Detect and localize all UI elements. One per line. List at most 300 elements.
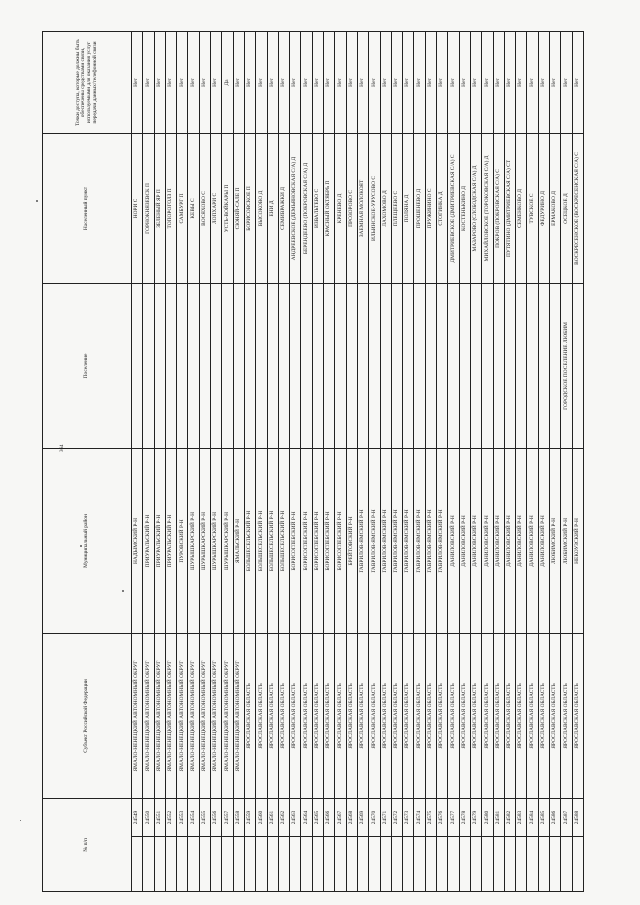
table-row [165, 31, 176, 891]
cell-place: БЕРЕНДЕЕВО (ПОКРОВСКАЯ С/А) Д [301, 133, 312, 283]
cell-id: 24570 [369, 798, 380, 836]
cell-flag: Нет [244, 31, 255, 133]
cell-id: 24564 [301, 798, 312, 836]
cell-id: 24561 [267, 798, 278, 836]
table-row [425, 31, 436, 891]
table-row [199, 31, 210, 891]
cell-id: 24558 [233, 798, 244, 836]
cell-blank [177, 837, 188, 892]
table-row [357, 31, 368, 891]
cell-subject: ЯРОСЛАВСКАЯ ОБЛАСТЬ [357, 633, 368, 798]
cell-settlement [369, 283, 380, 448]
cell-id: 24575 [425, 798, 436, 836]
cell-flag: Нет [256, 31, 267, 133]
cell-settlement [448, 283, 459, 448]
cell-district: ШУРЫШКАРСКИЙ Р-Н [222, 448, 233, 633]
cell-subject: ЯМАЛО-НЕНЕЦКИЙ АВТОНОМНЫЙ ОКРУГ [143, 633, 154, 798]
cell-subject: ЯРОСЛАВСКАЯ ОБЛАСТЬ [414, 633, 425, 798]
cell-flag: Нет [437, 31, 448, 133]
cell-flag: Нет [369, 31, 380, 133]
cell-flag: Нет [301, 31, 312, 133]
cell-settlement [346, 283, 357, 448]
cell-blank [256, 837, 267, 892]
cell-district: БРЕЙТОВСКИЙ Р-Н [346, 448, 357, 633]
table-row [154, 31, 165, 891]
table-row [516, 31, 527, 891]
cell-place: УСТЬ-ВОЙКАРЫ П [222, 133, 233, 283]
cell-id: 24587 [561, 798, 572, 836]
cell-settlement [493, 283, 504, 448]
cell-flag: Нет [132, 31, 143, 133]
table-row [504, 31, 515, 891]
cell-subject: ЯРОСЛАВСКАЯ ОБЛАСТЬ [437, 633, 448, 798]
cell-place: КРЕНЕВО Д [335, 133, 346, 283]
cell-blank [222, 837, 233, 892]
cell-subject: ЯРОСЛАВСКАЯ ОБЛАСТЬ [549, 633, 560, 798]
table-row [143, 31, 154, 891]
table-row [278, 31, 289, 891]
cell-flag: Нет [516, 31, 527, 133]
cell-id: 24573 [403, 798, 414, 836]
cell-id: 24563 [290, 798, 301, 836]
cell-blank [470, 837, 481, 892]
cell-settlement [391, 283, 402, 448]
cell-settlement [222, 283, 233, 448]
cell-flag: Нет [312, 31, 323, 133]
cell-blank [549, 837, 560, 892]
table-row [538, 31, 549, 891]
cell-blank [357, 837, 368, 892]
cell-blank [301, 837, 312, 892]
cell-blank [527, 837, 538, 892]
table-row [572, 31, 583, 891]
cell-subject: ЯРОСЛАВСКАЯ ОБЛАСТЬ [572, 633, 583, 798]
data-table [42, 31, 584, 892]
cell-blank [493, 837, 504, 892]
cell-id: 24560 [256, 798, 267, 836]
cell-subject: ЯМАЛО-НЕНЕЦКИЙ АВТОНОМНЫЙ ОКРУГ [199, 633, 210, 798]
cell-district: ШУРЫШКАРСКИЙ Р-Н [199, 448, 210, 633]
cell-blank [278, 837, 289, 892]
cell-subject: ЯРОСЛАВСКАЯ ОБЛАСТЬ [403, 633, 414, 798]
cell-blank [211, 837, 222, 892]
cell-id: 24553 [177, 798, 188, 836]
cell-district: БОРИСОГЛЕБСКИЙ Р-Н [301, 448, 312, 633]
header-place: Населенный пункт [43, 133, 132, 283]
cell-place: ПРОШЕНЕВО Д [414, 133, 425, 283]
table-header [43, 31, 132, 891]
cell-blank [516, 837, 527, 892]
cell-place: ВОСЯХОВО С [199, 133, 210, 283]
cell-district: ГАВРИЛОВ-ЯМСКИЙ Р-Н [369, 448, 380, 633]
cell-blank [188, 837, 199, 892]
cell-settlement [143, 283, 154, 448]
cell-subject: ЯРОСЛАВСКАЯ ОБЛАСТЬ [346, 633, 357, 798]
cell-blank [132, 837, 143, 892]
table-row [380, 31, 391, 891]
cell-id: 24555 [199, 798, 210, 836]
cell-district: ДАНИЛОВСКИЙ Р-Н [470, 448, 481, 633]
header-flag: Точки доступа, которые должны быть обеспечены средствами связи, используемыми для оказания услуг передачи данных/телефонной связи [43, 31, 132, 133]
cell-place: ПОЛЯНА Д [403, 133, 414, 283]
cell-place: АНДРЕЕВСКОЕ (ДЕМЬЯНОВСКАЯ С/А) Д [290, 133, 301, 283]
cell-settlement [290, 283, 301, 448]
cell-district: ГАВРИЛОВ-ЯМСКИЙ Р-Н [380, 448, 391, 633]
cell-blank [335, 837, 346, 892]
cell-flag: Нет [391, 31, 402, 133]
cell-district: ДАНИЛОВСКИЙ Р-Н [516, 448, 527, 633]
cell-subject: ЯРОСЛАВСКАЯ ОБЛАСТЬ [290, 633, 301, 798]
cell-settlement [188, 283, 199, 448]
cell-subject: ЯМАЛО-НЕНЕЦКИЙ АВТОНОМНЫЙ ОКРУГ [188, 633, 199, 798]
cell-district: БОРИСОГЛЕБСКИЙ Р-Н [312, 448, 323, 633]
cell-district: ГАВРИЛОВ-ЯМСКИЙ Р-Н [403, 448, 414, 633]
table-row [346, 31, 357, 891]
cell-settlement [256, 283, 267, 448]
cell-place: ЛОПХАРИ С [211, 133, 222, 283]
header-subject: Субъект Российской Федерации [43, 633, 132, 798]
cell-flag: Нет [165, 31, 176, 133]
cell-subject: ЯРОСЛАВСКАЯ ОБЛАСТЬ [312, 633, 323, 798]
cell-district: ДАНИЛОВСКИЙ Р-Н [527, 448, 538, 633]
cell-id: 24581 [493, 798, 504, 836]
table-row [493, 31, 504, 891]
cell-district: БОЛЬШЕСЕЛЬСКИЙ Р-Н [267, 448, 278, 633]
cell-subject: ЯРОСЛАВСКАЯ ОБЛАСТЬ [504, 633, 515, 798]
cell-flag: Нет [267, 31, 278, 133]
cell-subject: ЯРОСЛАВСКАЯ ОБЛАСТЬ [301, 633, 312, 798]
cell-subject: ЯРОСЛАВСКАЯ ОБЛАСТЬ [369, 633, 380, 798]
cell-blank [448, 837, 459, 892]
cell-settlement [132, 283, 143, 448]
cell-place: ПУТЯТИНО (ДМИТРИЕВСКАЯ С/А) СТ [504, 133, 515, 283]
cell-flag: Нет [504, 31, 515, 133]
cell-flag: Нет [493, 31, 504, 133]
cell-district: ШУРЫШКАРСКИЙ Р-Н [188, 448, 199, 633]
cell-settlement [414, 283, 425, 448]
rotated-table-container [42, 32, 582, 892]
cell-subject: ЯРОСЛАВСКАЯ ОБЛАСТЬ [561, 633, 572, 798]
table-row [561, 31, 572, 891]
cell-flag: Нет [527, 31, 538, 133]
cell-subject: ЯРОСЛАВСКАЯ ОБЛАСТЬ [516, 633, 527, 798]
cell-place: ГОРНОКНЯЗЕВСК П [143, 133, 154, 283]
cell-id: 24583 [516, 798, 527, 836]
cell-district: ДАНИЛОВСКИЙ Р-Н [448, 448, 459, 633]
table-row [335, 31, 346, 891]
cell-blank [391, 837, 402, 892]
cell-blank [425, 837, 436, 892]
table-row [391, 31, 402, 891]
cell-district: БОЛЬШЕСЕЛЬСКИЙ Р-Н [278, 448, 289, 633]
cell-district: БОРИСОГЛЕБСКИЙ Р-Н [290, 448, 301, 633]
cell-subject: ЯРОСЛАВСКАЯ ОБЛАСТЬ [256, 633, 267, 798]
cell-flag: Нет [538, 31, 549, 133]
cell-blank [312, 837, 323, 892]
cell-place: ПОКРОВ (ПОКРОВСКАЯ С/А) С [493, 133, 504, 283]
cell-place: ФЕДУРИНО Д [538, 133, 549, 283]
cell-blank [346, 837, 357, 892]
cell-settlement [233, 283, 244, 448]
table-row [459, 31, 470, 891]
table-row [470, 31, 481, 891]
cell-flag: Нет [335, 31, 346, 133]
cell-flag: Нет [188, 31, 199, 133]
cell-settlement [165, 283, 176, 448]
cell-place: ЗАЕМНАЯ МОЛОКОЯТ [357, 133, 368, 283]
cell-blank [290, 837, 301, 892]
cell-blank [244, 837, 255, 892]
cell-place: ПРОЗОРОВО С [346, 133, 357, 283]
scan-speck [36, 200, 38, 202]
cell-flag: Нет [459, 31, 470, 133]
page-number: 364 [60, 444, 65, 452]
cell-place: ПЛЕЩЕЕВО С [391, 133, 402, 283]
cell-blank [369, 837, 380, 892]
cell-blank [504, 837, 515, 892]
cell-place: ОСЕЦКОЕ Д [561, 133, 572, 283]
cell-subject: ЯМАЛО-НЕНЕЦКИЙ АВТОНОМНЫЙ ОКРУГ [222, 633, 233, 798]
table-row [403, 31, 414, 891]
cell-id: 24566 [324, 798, 335, 836]
cell-blank [267, 837, 278, 892]
cell-blank [324, 837, 335, 892]
cell-place: БОРИСОВСКОЕ П [244, 133, 255, 283]
cell-id: 24586 [549, 798, 560, 836]
cell-flag: Нет [290, 31, 301, 133]
cell-place: ДМИТРИЕВСКОЕ (ДМИТРИЕВСКАЯ С/А) С [448, 133, 459, 283]
cell-district: ПРИУРАЛЬСКИЙ Р-Н [165, 448, 176, 633]
cell-district: ЛЮБИМСКИЙ Р-Н [549, 448, 560, 633]
cell-district: ШУРЫШКАРСКИЙ Р-Н [211, 448, 222, 633]
cell-id: 24578 [459, 798, 470, 836]
cell-subject: ЯРОСЛАВСКАЯ ОБЛАСТЬ [324, 633, 335, 798]
header-num: № п/п [43, 798, 132, 891]
table-row [290, 31, 301, 891]
cell-blank [233, 837, 244, 892]
cell-blank [482, 837, 493, 892]
cell-id: 24574 [414, 798, 425, 836]
cell-place: ВОСКРЕСЕНСКОЕ (ВОСКРЕСЕНСКАЯ С/А) С [572, 133, 583, 283]
cell-settlement: ГОРОДСКОЕ ПОСЕЛЕНИЕ ЛЮБИМ [561, 283, 572, 448]
cell-blank [561, 837, 572, 892]
cell-settlement [211, 283, 222, 448]
table-row [256, 31, 267, 891]
table-row [482, 31, 493, 891]
cell-subject: ЯМАЛО-НЕНЕЦКИЙ АВТОНОМНЫЙ ОКРУГ [177, 633, 188, 798]
cell-flag: Нет [346, 31, 357, 133]
cell-settlement [312, 283, 323, 448]
cell-settlement [301, 283, 312, 448]
cell-flag: Нет [278, 31, 289, 133]
table-row [448, 31, 459, 891]
cell-flag: Да [222, 31, 233, 133]
cell-place: ЗЕЛЕНЫЙ ЯР П [154, 133, 165, 283]
cell-place: МАЗАРОВО (СЛОБОДСКАЯ С/А) Д [470, 133, 481, 283]
cell-place: МИХАЙЛОВСКОЕ (ТОРОКОВСКАЯ С/А) Д [482, 133, 493, 283]
cell-flag: Нет [357, 31, 368, 133]
cell-blank [154, 837, 165, 892]
cell-subject: ЯМАЛО-НЕНЕЦКИЙ АВТОНОМНЫЙ ОКРУГ [165, 633, 176, 798]
cell-district: ДАНИЛОВСКИЙ Р-Н [482, 448, 493, 633]
cell-settlement [437, 283, 448, 448]
table-row [177, 31, 188, 891]
cell-id: 24549 [132, 798, 143, 836]
cell-settlement [425, 283, 436, 448]
cell-subject: ЯРОСЛАВСКАЯ ОБЛАСТЬ [470, 633, 481, 798]
table-row [369, 31, 380, 891]
cell-settlement [324, 283, 335, 448]
cell-settlement [267, 283, 278, 448]
cell-place: ЕНИ Д [267, 133, 278, 283]
cell-id: 24571 [380, 798, 391, 836]
cell-subject: ЯРОСЛАВСКАЯ ОБЛАСТЬ [380, 633, 391, 798]
cell-settlement [538, 283, 549, 448]
cell-flag: Нет [177, 31, 188, 133]
cell-id: 24572 [391, 798, 402, 836]
cell-settlement [278, 283, 289, 448]
cell-settlement [403, 283, 414, 448]
table-row [267, 31, 278, 891]
cell-blank [414, 837, 425, 892]
cell-blank [572, 837, 583, 892]
cell-settlement [527, 283, 538, 448]
cell-settlement [572, 283, 583, 448]
cell-district: ПРИУРАЛЬСКИЙ Р-Н [154, 448, 165, 633]
cell-district: ГАВРИЛОВ-ЯМСКИЙ Р-Н [391, 448, 402, 633]
cell-settlement [549, 283, 560, 448]
cell-district: БОРИСОГЛЕБСКИЙ Р-Н [324, 448, 335, 633]
header-district: Муниципальный район [43, 448, 132, 633]
cell-subject: ЯРОСЛАВСКАЯ ОБЛАСТЬ [267, 633, 278, 798]
cell-subject: ЯМАЛО-НЕНЕЦКИЙ АВТОНОМНЫЙ ОКРУГ [233, 633, 244, 798]
cell-settlement [516, 283, 527, 448]
table-header-row [43, 31, 132, 891]
cell-blank [165, 837, 176, 892]
cell-subject: ЯРОСЛАВСКАЯ ОБЛАСТЬ [459, 633, 470, 798]
table-row [132, 31, 143, 891]
cell-flag: Нет [154, 31, 165, 133]
cell-subject: ЯРОСЛАВСКАЯ ОБЛАСТЬ [335, 633, 346, 798]
cell-subject: ЯРОСЛАВСКАЯ ОБЛАСТЬ [448, 633, 459, 798]
cell-blank [380, 837, 391, 892]
table-row [301, 31, 312, 891]
cell-flag: Нет [425, 31, 436, 133]
cell-id: 24552 [165, 798, 176, 836]
cell-subject: ЯРОСЛАВСКАЯ ОБЛАСТЬ [538, 633, 549, 798]
cell-settlement [357, 283, 368, 448]
cell-flag: Нет [324, 31, 335, 133]
header-settlement: Поселение [43, 283, 132, 448]
cell-flag: Нет [470, 31, 481, 133]
cell-place: ПРУЖИНИНО С [425, 133, 436, 283]
cell-blank [437, 837, 448, 892]
cell-district: ПРИУРАЛЬСКИЙ Р-Н [143, 448, 154, 633]
cell-flag: Нет [211, 31, 222, 133]
cell-place: НОРИ С [132, 133, 143, 283]
table-row [437, 31, 448, 891]
cell-settlement [154, 283, 165, 448]
table-row [414, 31, 425, 891]
cell-district: ЛЮБИМСКИЙ Р-Н [561, 448, 572, 633]
cell-district: ПУРОВСКИЙ Р-Н [177, 448, 188, 633]
cell-id: 24565 [312, 798, 323, 836]
cell-place: СЮНЯЙ-САЛЕ П [233, 133, 244, 283]
table-row [222, 31, 233, 891]
cell-district: БОРИСОГЛЕБСКИЙ Р-Н [335, 448, 346, 633]
cell-place: КЕВЫ С [188, 133, 199, 283]
cell-id: 24556 [211, 798, 222, 836]
cell-place: ЕРМАКОВО Д [549, 133, 560, 283]
cell-district: ГАВРИЛОВ-ЯМСКИЙ Р-Н [357, 448, 368, 633]
cell-district: ДАНИЛОВСКИЙ Р-Н [504, 448, 515, 633]
cell-district: ДАНИЛОВСКИЙ Р-Н [538, 448, 549, 633]
cell-place: ТУВСКОЕ С [527, 133, 538, 283]
cell-blank [459, 837, 470, 892]
cell-settlement [459, 283, 470, 448]
cell-district: ГАВРИЛОВ-ЯМСКИЙ Р-Н [414, 448, 425, 633]
cell-id: 24577 [448, 798, 459, 836]
cell-settlement [470, 283, 481, 448]
cell-district: ГАВРИЛОВ-ЯМСКИЙ Р-Н [425, 448, 436, 633]
cell-district: НАДЫМСКИЙ Р-Н [132, 448, 143, 633]
cell-place: ТОПОРОГОЛЗ П [165, 133, 176, 283]
cell-id: 24579 [470, 798, 481, 836]
cell-district: ДАНИЛОВСКИЙ Р-Н [459, 448, 470, 633]
cell-subject: ЯРОСЛАВСКАЯ ОБЛАСТЬ [527, 633, 538, 798]
table-row [244, 31, 255, 891]
cell-subject: ЯМАЛО-НЕНЕЦКИЙ АВТОНОМНЫЙ ОКРУГ [154, 633, 165, 798]
cell-blank [403, 837, 414, 892]
cell-subject: ЯРОСЛАВСКАЯ ОБЛАСТЬ [425, 633, 436, 798]
cell-subject: ЯРОСЛАВСКАЯ ОБЛАСТЬ [278, 633, 289, 798]
cell-id: 24569 [357, 798, 368, 836]
cell-subject: ЯМАЛО-НЕНЕЦКИЙ АВТОНОМНЫЙ ОКРУГ [132, 633, 143, 798]
cell-flag: Нет [199, 31, 210, 133]
cell-blank [199, 837, 210, 892]
cell-id: 24568 [346, 798, 357, 836]
cell-id: 24585 [538, 798, 549, 836]
cell-id: 24567 [335, 798, 346, 836]
cell-settlement [177, 283, 188, 448]
cell-id: 24550 [143, 798, 154, 836]
cell-flag: Нет [233, 31, 244, 133]
cell-district: БОЛЬШЕСЕЛЬСКИЙ Р-Н [256, 448, 267, 633]
cell-id: 24576 [437, 798, 448, 836]
cell-settlement [482, 283, 493, 448]
cell-place: ИЗВАЛЬТЕВО С [312, 133, 323, 283]
cell-place: КРАСНЫЙ ОКТЯБРЬ П [324, 133, 335, 283]
cell-place: КОСТЕНЬКИНО Д [459, 133, 470, 283]
cell-flag: Нет [482, 31, 493, 133]
cell-flag: Нет [414, 31, 425, 133]
cell-id: 24584 [527, 798, 538, 836]
cell-place: САМБУРГ П [177, 133, 188, 283]
cell-subject: ЯРОСЛАВСКАЯ ОБЛАСТЬ [244, 633, 255, 798]
cell-id: 24557 [222, 798, 233, 836]
table-row [527, 31, 538, 891]
cell-subject: ЯМАЛО-НЕНЕЦКИЙ АВТОНОМНЫЙ ОКРУГ [211, 633, 222, 798]
cell-id: 24551 [154, 798, 165, 836]
cell-id: 24559 [244, 798, 255, 836]
cell-district: НЕКОУЗСКИЙ Р-Н [572, 448, 583, 633]
cell-place: СЕМЕНКОВО Д [516, 133, 527, 283]
cell-settlement [199, 283, 210, 448]
cell-district: ЯМАЛЬСКИЙ Р-Н [233, 448, 244, 633]
cell-id: 24582 [504, 798, 515, 836]
cell-flag: Нет [448, 31, 459, 133]
table-row [211, 31, 222, 891]
